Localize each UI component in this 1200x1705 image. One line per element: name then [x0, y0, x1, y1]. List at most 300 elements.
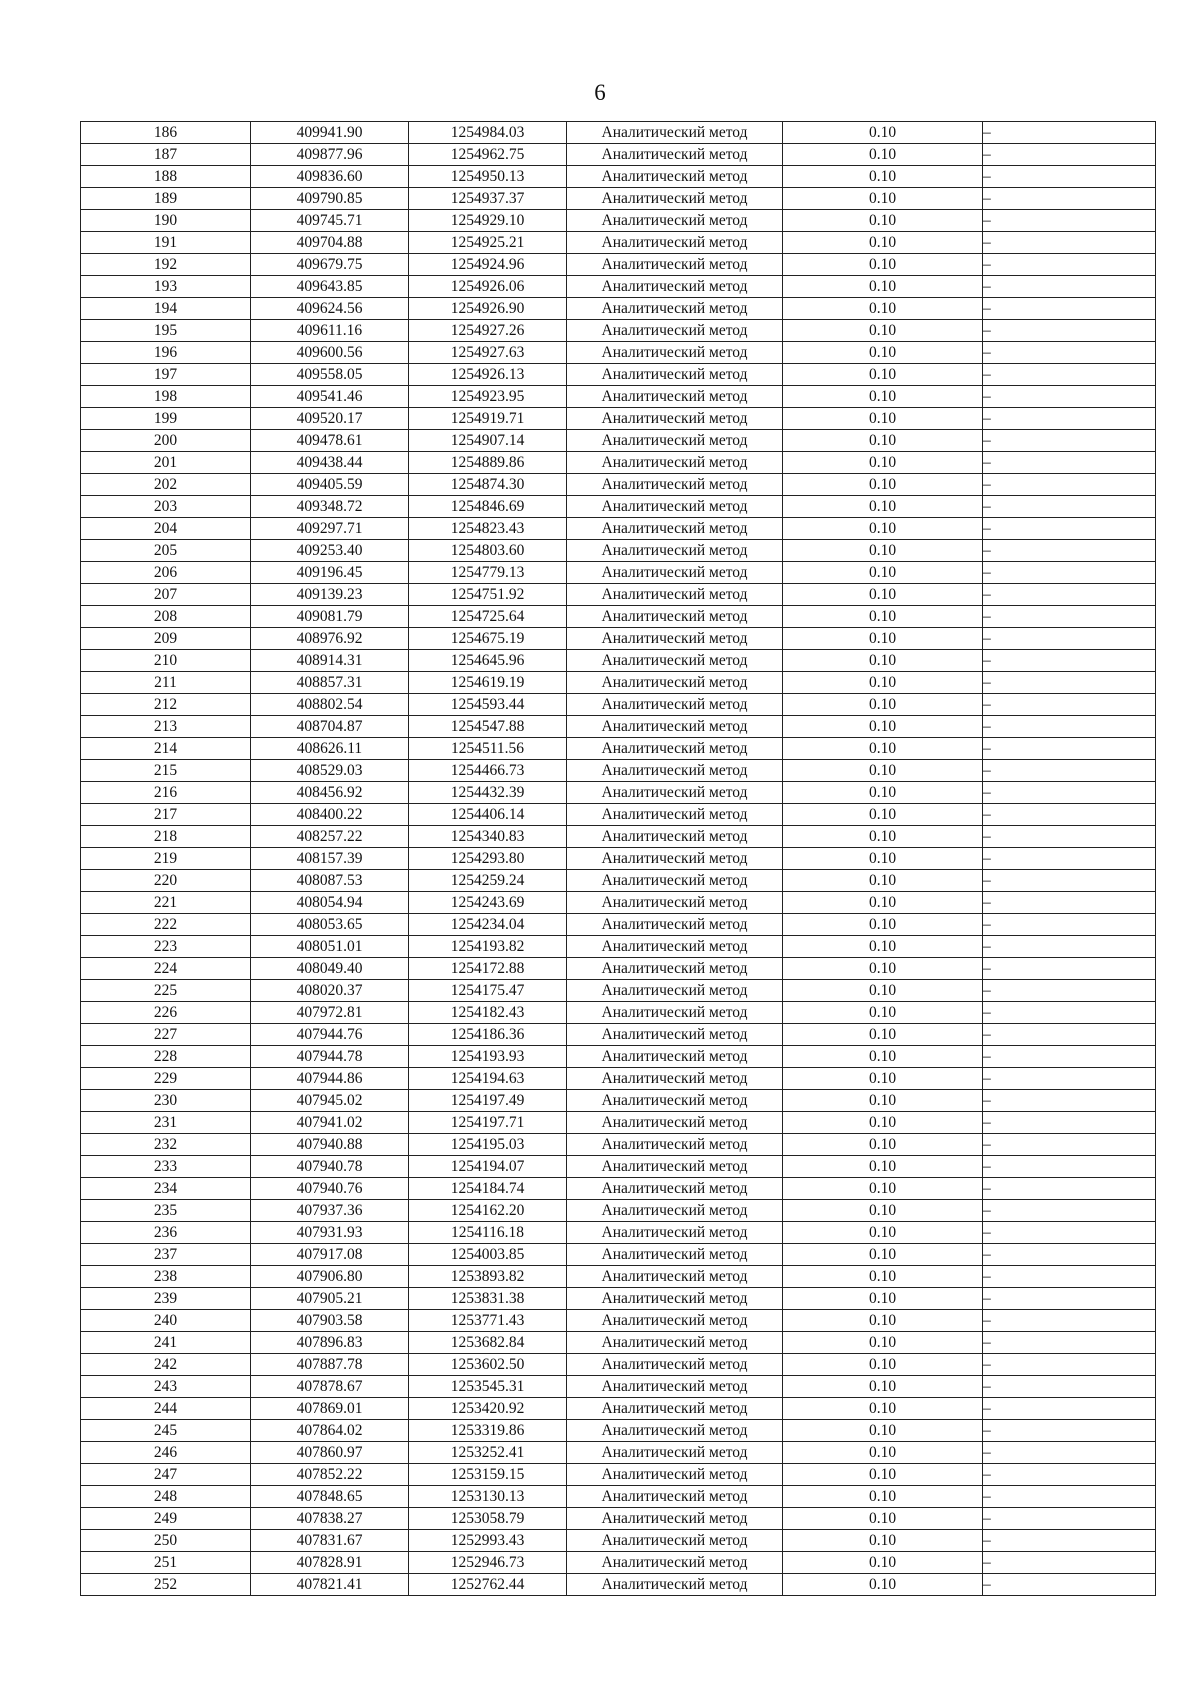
- x-coordinate-cell: 409297.71: [251, 518, 409, 540]
- note-cell: –: [983, 936, 1156, 958]
- note-cell: –: [983, 848, 1156, 870]
- table-row: [81, 1288, 1156, 1310]
- method-cell: Аналитический метод: [567, 364, 783, 386]
- point-number-cell: 233: [81, 1156, 251, 1178]
- note-cell: –: [983, 1398, 1156, 1420]
- method-cell: Аналитический метод: [567, 474, 783, 496]
- page-number: 6: [594, 80, 606, 105]
- method-cell: Аналитический метод: [567, 1222, 783, 1244]
- point-number-cell: 220: [81, 870, 251, 892]
- x-coordinate-cell: 407852.22: [251, 1464, 409, 1486]
- accuracy-cell: 0.10: [783, 1002, 983, 1024]
- point-number-cell: 215: [81, 760, 251, 782]
- accuracy-cell: 0.10: [783, 1552, 983, 1574]
- accuracy-cell: 0.10: [783, 628, 983, 650]
- x-coordinate-cell: 407937.36: [251, 1200, 409, 1222]
- note-cell: –: [983, 782, 1156, 804]
- table-row: [81, 1178, 1156, 1200]
- point-number-cell: 197: [81, 364, 251, 386]
- y-coordinate-cell: 1254293.80: [409, 848, 567, 870]
- x-coordinate-cell: 409679.75: [251, 254, 409, 276]
- y-coordinate-cell: 1254340.83: [409, 826, 567, 848]
- method-cell: Аналитический метод: [567, 804, 783, 826]
- y-coordinate-cell: 1254184.74: [409, 1178, 567, 1200]
- y-coordinate-cell: 1254593.44: [409, 694, 567, 716]
- table-row: [81, 122, 1156, 144]
- table-row: [81, 1024, 1156, 1046]
- x-coordinate-cell: 407906.80: [251, 1266, 409, 1288]
- table-row: [81, 496, 1156, 518]
- y-coordinate-cell: 1254194.07: [409, 1156, 567, 1178]
- note-cell: –: [983, 210, 1156, 232]
- x-coordinate-cell: 407860.97: [251, 1442, 409, 1464]
- y-coordinate-cell: 1254926.06: [409, 276, 567, 298]
- table-row: [81, 1310, 1156, 1332]
- x-coordinate-cell: 407903.58: [251, 1310, 409, 1332]
- method-cell: Аналитический метод: [567, 628, 783, 650]
- table-row: [81, 826, 1156, 848]
- table-row: [81, 210, 1156, 232]
- table-row: [81, 1508, 1156, 1530]
- method-cell: Аналитический метод: [567, 1068, 783, 1090]
- method-cell: Аналитический метод: [567, 760, 783, 782]
- note-cell: –: [983, 804, 1156, 826]
- x-coordinate-cell: 407878.67: [251, 1376, 409, 1398]
- y-coordinate-cell: 1254984.03: [409, 122, 567, 144]
- x-coordinate-cell: 408054.94: [251, 892, 409, 914]
- y-coordinate-cell: 1253159.15: [409, 1464, 567, 1486]
- method-cell: Аналитический метод: [567, 1112, 783, 1134]
- table-row: [81, 1398, 1156, 1420]
- y-coordinate-cell: 1253058.79: [409, 1508, 567, 1530]
- accuracy-cell: 0.10: [783, 430, 983, 452]
- point-number-cell: 198: [81, 386, 251, 408]
- accuracy-cell: 0.10: [783, 474, 983, 496]
- accuracy-cell: 0.10: [783, 1310, 983, 1332]
- note-cell: –: [983, 1552, 1156, 1574]
- method-cell: Аналитический метод: [567, 936, 783, 958]
- point-number-cell: 213: [81, 716, 251, 738]
- note-cell: –: [983, 958, 1156, 980]
- note-cell: –: [983, 672, 1156, 694]
- x-coordinate-cell: 407972.81: [251, 1002, 409, 1024]
- method-cell: Аналитический метод: [567, 1332, 783, 1354]
- x-coordinate-cell: 409745.71: [251, 210, 409, 232]
- table-row: [81, 1222, 1156, 1244]
- point-number-cell: 242: [81, 1354, 251, 1376]
- accuracy-cell: 0.10: [783, 914, 983, 936]
- point-number-cell: 222: [81, 914, 251, 936]
- y-coordinate-cell: 1254725.64: [409, 606, 567, 628]
- y-coordinate-cell: 1253252.41: [409, 1442, 567, 1464]
- method-cell: Аналитический метод: [567, 298, 783, 320]
- point-number-cell: 234: [81, 1178, 251, 1200]
- x-coordinate-cell: 409081.79: [251, 606, 409, 628]
- note-cell: –: [983, 1156, 1156, 1178]
- note-cell: –: [983, 474, 1156, 496]
- x-coordinate-cell: 408049.40: [251, 958, 409, 980]
- note-cell: –: [983, 870, 1156, 892]
- accuracy-cell: 0.10: [783, 1024, 983, 1046]
- point-number-cell: 194: [81, 298, 251, 320]
- method-cell: Аналитический метод: [567, 188, 783, 210]
- y-coordinate-cell: 1254645.96: [409, 650, 567, 672]
- point-number-cell: 203: [81, 496, 251, 518]
- accuracy-cell: 0.10: [783, 144, 983, 166]
- point-number-cell: 210: [81, 650, 251, 672]
- point-number-cell: 227: [81, 1024, 251, 1046]
- y-coordinate-cell: 1254919.71: [409, 408, 567, 430]
- note-cell: –: [983, 1178, 1156, 1200]
- x-coordinate-cell: 408053.65: [251, 914, 409, 936]
- x-coordinate-cell: 407821.41: [251, 1574, 409, 1596]
- point-number-cell: 195: [81, 320, 251, 342]
- note-cell: –: [983, 320, 1156, 342]
- x-coordinate-cell: 409348.72: [251, 496, 409, 518]
- method-cell: Аналитический метод: [567, 452, 783, 474]
- point-number-cell: 239: [81, 1288, 251, 1310]
- method-cell: Аналитический метод: [567, 1266, 783, 1288]
- accuracy-cell: 0.10: [783, 1200, 983, 1222]
- y-coordinate-cell: 1253831.38: [409, 1288, 567, 1310]
- note-cell: –: [983, 1244, 1156, 1266]
- table-row: [81, 1002, 1156, 1024]
- method-cell: Аналитический метод: [567, 606, 783, 628]
- x-coordinate-cell: 409624.56: [251, 298, 409, 320]
- method-cell: Аналитический метод: [567, 1486, 783, 1508]
- table-row: [81, 562, 1156, 584]
- accuracy-cell: 0.10: [783, 892, 983, 914]
- accuracy-cell: 0.10: [783, 1376, 983, 1398]
- point-number-cell: 208: [81, 606, 251, 628]
- accuracy-cell: 0.10: [783, 276, 983, 298]
- y-coordinate-cell: 1254926.13: [409, 364, 567, 386]
- x-coordinate-cell: 407848.65: [251, 1486, 409, 1508]
- x-coordinate-cell: 409558.05: [251, 364, 409, 386]
- y-coordinate-cell: 1254547.88: [409, 716, 567, 738]
- y-coordinate-cell: 1254619.19: [409, 672, 567, 694]
- x-coordinate-cell: 408626.11: [251, 738, 409, 760]
- accuracy-cell: 0.10: [783, 342, 983, 364]
- y-coordinate-cell: 1254193.82: [409, 936, 567, 958]
- x-coordinate-cell: 407944.86: [251, 1068, 409, 1090]
- accuracy-cell: 0.10: [783, 1156, 983, 1178]
- accuracy-cell: 0.10: [783, 1134, 983, 1156]
- table-row: [81, 738, 1156, 760]
- accuracy-cell: 0.10: [783, 188, 983, 210]
- accuracy-cell: 0.10: [783, 386, 983, 408]
- table-row: [81, 848, 1156, 870]
- table-row: [81, 298, 1156, 320]
- y-coordinate-cell: 1254197.71: [409, 1112, 567, 1134]
- y-coordinate-cell: 1254511.56: [409, 738, 567, 760]
- accuracy-cell: 0.10: [783, 1046, 983, 1068]
- method-cell: Аналитический метод: [567, 430, 783, 452]
- table-row: [81, 716, 1156, 738]
- note-cell: –: [983, 1486, 1156, 1508]
- y-coordinate-cell: 1254182.43: [409, 1002, 567, 1024]
- table-row: [81, 914, 1156, 936]
- method-cell: Аналитический метод: [567, 694, 783, 716]
- accuracy-cell: 0.10: [783, 958, 983, 980]
- x-coordinate-cell: 408087.53: [251, 870, 409, 892]
- method-cell: Аналитический метод: [567, 386, 783, 408]
- accuracy-cell: 0.10: [783, 1442, 983, 1464]
- table-row: [81, 320, 1156, 342]
- note-cell: –: [983, 1200, 1156, 1222]
- y-coordinate-cell: 1254927.63: [409, 342, 567, 364]
- note-cell: –: [983, 694, 1156, 716]
- table-row: [81, 650, 1156, 672]
- method-cell: Аналитический метод: [567, 276, 783, 298]
- table-row: [81, 584, 1156, 606]
- method-cell: Аналитический метод: [567, 914, 783, 936]
- note-cell: –: [983, 1442, 1156, 1464]
- point-number-cell: 201: [81, 452, 251, 474]
- table-row: [81, 1266, 1156, 1288]
- table-row: [81, 1112, 1156, 1134]
- point-number-cell: 232: [81, 1134, 251, 1156]
- x-coordinate-cell: 409704.88: [251, 232, 409, 254]
- note-cell: –: [983, 1464, 1156, 1486]
- method-cell: Аналитический метод: [567, 1090, 783, 1112]
- note-cell: –: [983, 1002, 1156, 1024]
- point-number-cell: 204: [81, 518, 251, 540]
- note-cell: –: [983, 232, 1156, 254]
- method-cell: Аналитический метод: [567, 650, 783, 672]
- method-cell: Аналитический метод: [567, 1046, 783, 1068]
- point-number-cell: 190: [81, 210, 251, 232]
- x-coordinate-cell: 409438.44: [251, 452, 409, 474]
- y-coordinate-cell: 1254259.24: [409, 870, 567, 892]
- accuracy-cell: 0.10: [783, 232, 983, 254]
- note-cell: –: [983, 254, 1156, 276]
- table-row: [81, 1442, 1156, 1464]
- accuracy-cell: 0.10: [783, 1222, 983, 1244]
- table-row: [81, 386, 1156, 408]
- method-cell: Аналитический метод: [567, 320, 783, 342]
- y-coordinate-cell: 1254923.95: [409, 386, 567, 408]
- method-cell: Аналитический метод: [567, 540, 783, 562]
- accuracy-cell: 0.10: [783, 1244, 983, 1266]
- point-number-cell: 189: [81, 188, 251, 210]
- note-cell: –: [983, 298, 1156, 320]
- table-row: [81, 782, 1156, 804]
- table-row: [81, 276, 1156, 298]
- method-cell: Аналитический метод: [567, 562, 783, 584]
- accuracy-cell: 0.10: [783, 936, 983, 958]
- accuracy-cell: 0.10: [783, 1508, 983, 1530]
- note-cell: –: [983, 562, 1156, 584]
- y-coordinate-cell: 1254846.69: [409, 496, 567, 518]
- note-cell: –: [983, 584, 1156, 606]
- point-number-cell: 236: [81, 1222, 251, 1244]
- method-cell: Аналитический метод: [567, 958, 783, 980]
- point-number-cell: 219: [81, 848, 251, 870]
- point-number-cell: 250: [81, 1530, 251, 1552]
- point-number-cell: 241: [81, 1332, 251, 1354]
- point-number-cell: 228: [81, 1046, 251, 1068]
- accuracy-cell: 0.10: [783, 452, 983, 474]
- y-coordinate-cell: 1254116.18: [409, 1222, 567, 1244]
- accuracy-cell: 0.10: [783, 760, 983, 782]
- note-cell: –: [983, 1134, 1156, 1156]
- table-row: [81, 958, 1156, 980]
- note-cell: –: [983, 1354, 1156, 1376]
- accuracy-cell: 0.10: [783, 606, 983, 628]
- note-cell: –: [983, 188, 1156, 210]
- method-cell: Аналитический метод: [567, 1134, 783, 1156]
- accuracy-cell: 0.10: [783, 1530, 983, 1552]
- method-cell: Аналитический метод: [567, 1442, 783, 1464]
- accuracy-cell: 0.10: [783, 1090, 983, 1112]
- accuracy-cell: 0.10: [783, 408, 983, 430]
- method-cell: Аналитический метод: [567, 848, 783, 870]
- y-coordinate-cell: 1254466.73: [409, 760, 567, 782]
- x-coordinate-cell: 409941.90: [251, 122, 409, 144]
- note-cell: –: [983, 760, 1156, 782]
- x-coordinate-cell: 407828.91: [251, 1552, 409, 1574]
- point-number-cell: 188: [81, 166, 251, 188]
- accuracy-cell: 0.10: [783, 1486, 983, 1508]
- point-number-cell: 245: [81, 1420, 251, 1442]
- table-row: [81, 1552, 1156, 1574]
- accuracy-cell: 0.10: [783, 738, 983, 760]
- note-cell: –: [983, 914, 1156, 936]
- x-coordinate-cell: 408456.92: [251, 782, 409, 804]
- note-cell: –: [983, 1420, 1156, 1442]
- method-cell: Аналитический метод: [567, 210, 783, 232]
- x-coordinate-cell: 409253.40: [251, 540, 409, 562]
- accuracy-cell: 0.10: [783, 254, 983, 276]
- note-cell: –: [983, 1288, 1156, 1310]
- method-cell: Аналитический метод: [567, 980, 783, 1002]
- point-number-cell: 211: [81, 672, 251, 694]
- accuracy-cell: 0.10: [783, 496, 983, 518]
- x-coordinate-cell: 409643.85: [251, 276, 409, 298]
- method-cell: Аналитический метод: [567, 892, 783, 914]
- point-number-cell: 207: [81, 584, 251, 606]
- x-coordinate-cell: 408914.31: [251, 650, 409, 672]
- accuracy-cell: 0.10: [783, 716, 983, 738]
- method-cell: Аналитический метод: [567, 1178, 783, 1200]
- table-row: [81, 1376, 1156, 1398]
- point-number-cell: 225: [81, 980, 251, 1002]
- point-number-cell: 243: [81, 1376, 251, 1398]
- x-coordinate-cell: 409600.56: [251, 342, 409, 364]
- table-row: [81, 1200, 1156, 1222]
- method-cell: Аналитический метод: [567, 144, 783, 166]
- accuracy-cell: 0.10: [783, 518, 983, 540]
- table-row: [81, 870, 1156, 892]
- table-row: [81, 1244, 1156, 1266]
- point-number-cell: 235: [81, 1200, 251, 1222]
- note-cell: –: [983, 1530, 1156, 1552]
- y-coordinate-cell: 1253420.92: [409, 1398, 567, 1420]
- accuracy-cell: 0.10: [783, 210, 983, 232]
- table-row: [81, 980, 1156, 1002]
- y-coordinate-cell: 1254003.85: [409, 1244, 567, 1266]
- method-cell: Аналитический метод: [567, 1354, 783, 1376]
- table-row: [81, 804, 1156, 826]
- accuracy-cell: 0.10: [783, 1266, 983, 1288]
- point-number-cell: 193: [81, 276, 251, 298]
- x-coordinate-cell: 407831.67: [251, 1530, 409, 1552]
- table-row: [81, 1068, 1156, 1090]
- table-row: [81, 1530, 1156, 1552]
- y-coordinate-cell: 1253602.50: [409, 1354, 567, 1376]
- note-cell: –: [983, 122, 1156, 144]
- accuracy-cell: 0.10: [783, 1420, 983, 1442]
- table-row: [81, 892, 1156, 914]
- point-number-cell: 212: [81, 694, 251, 716]
- accuracy-cell: 0.10: [783, 1288, 983, 1310]
- method-cell: Аналитический метод: [567, 826, 783, 848]
- table-row: [81, 936, 1156, 958]
- note-cell: –: [983, 628, 1156, 650]
- accuracy-cell: 0.10: [783, 1332, 983, 1354]
- y-coordinate-cell: 1253545.31: [409, 1376, 567, 1398]
- y-coordinate-cell: 1254195.03: [409, 1134, 567, 1156]
- note-cell: –: [983, 1310, 1156, 1332]
- y-coordinate-cell: 1254779.13: [409, 562, 567, 584]
- note-cell: –: [983, 276, 1156, 298]
- point-number-cell: 186: [81, 122, 251, 144]
- x-coordinate-cell: 407864.02: [251, 1420, 409, 1442]
- note-cell: –: [983, 1266, 1156, 1288]
- table-row: [81, 1354, 1156, 1376]
- accuracy-cell: 0.10: [783, 848, 983, 870]
- accuracy-cell: 0.10: [783, 364, 983, 386]
- table-row: [81, 342, 1156, 364]
- method-cell: Аналитический метод: [567, 1398, 783, 1420]
- y-coordinate-cell: 1254751.92: [409, 584, 567, 606]
- accuracy-cell: 0.10: [783, 1464, 983, 1486]
- point-number-cell: 187: [81, 144, 251, 166]
- method-cell: Аналитический метод: [567, 1574, 783, 1596]
- accuracy-cell: 0.10: [783, 298, 983, 320]
- y-coordinate-cell: 1254406.14: [409, 804, 567, 826]
- table-row: [81, 364, 1156, 386]
- x-coordinate-cell: 407940.88: [251, 1134, 409, 1156]
- method-cell: Аналитический метод: [567, 782, 783, 804]
- method-cell: Аналитический метод: [567, 342, 783, 364]
- method-cell: Аналитический метод: [567, 1024, 783, 1046]
- method-cell: Аналитический метод: [567, 1552, 783, 1574]
- point-number-cell: 200: [81, 430, 251, 452]
- accuracy-cell: 0.10: [783, 1354, 983, 1376]
- table-row: [81, 1156, 1156, 1178]
- point-number-cell: 240: [81, 1310, 251, 1332]
- y-coordinate-cell: 1254925.21: [409, 232, 567, 254]
- x-coordinate-cell: 408857.31: [251, 672, 409, 694]
- x-coordinate-cell: 407944.78: [251, 1046, 409, 1068]
- y-coordinate-cell: 1254950.13: [409, 166, 567, 188]
- x-coordinate-cell: 409611.16: [251, 320, 409, 342]
- accuracy-cell: 0.10: [783, 1398, 983, 1420]
- x-coordinate-cell: 408400.22: [251, 804, 409, 826]
- method-cell: Аналитический метод: [567, 584, 783, 606]
- note-cell: –: [983, 1090, 1156, 1112]
- point-number-cell: 196: [81, 342, 251, 364]
- table-row: [81, 1046, 1156, 1068]
- y-coordinate-cell: 1252993.43: [409, 1530, 567, 1552]
- y-coordinate-cell: 1254243.69: [409, 892, 567, 914]
- method-cell: Аналитический метод: [567, 672, 783, 694]
- note-cell: –: [983, 1376, 1156, 1398]
- y-coordinate-cell: 1253893.82: [409, 1266, 567, 1288]
- accuracy-cell: 0.10: [783, 980, 983, 1002]
